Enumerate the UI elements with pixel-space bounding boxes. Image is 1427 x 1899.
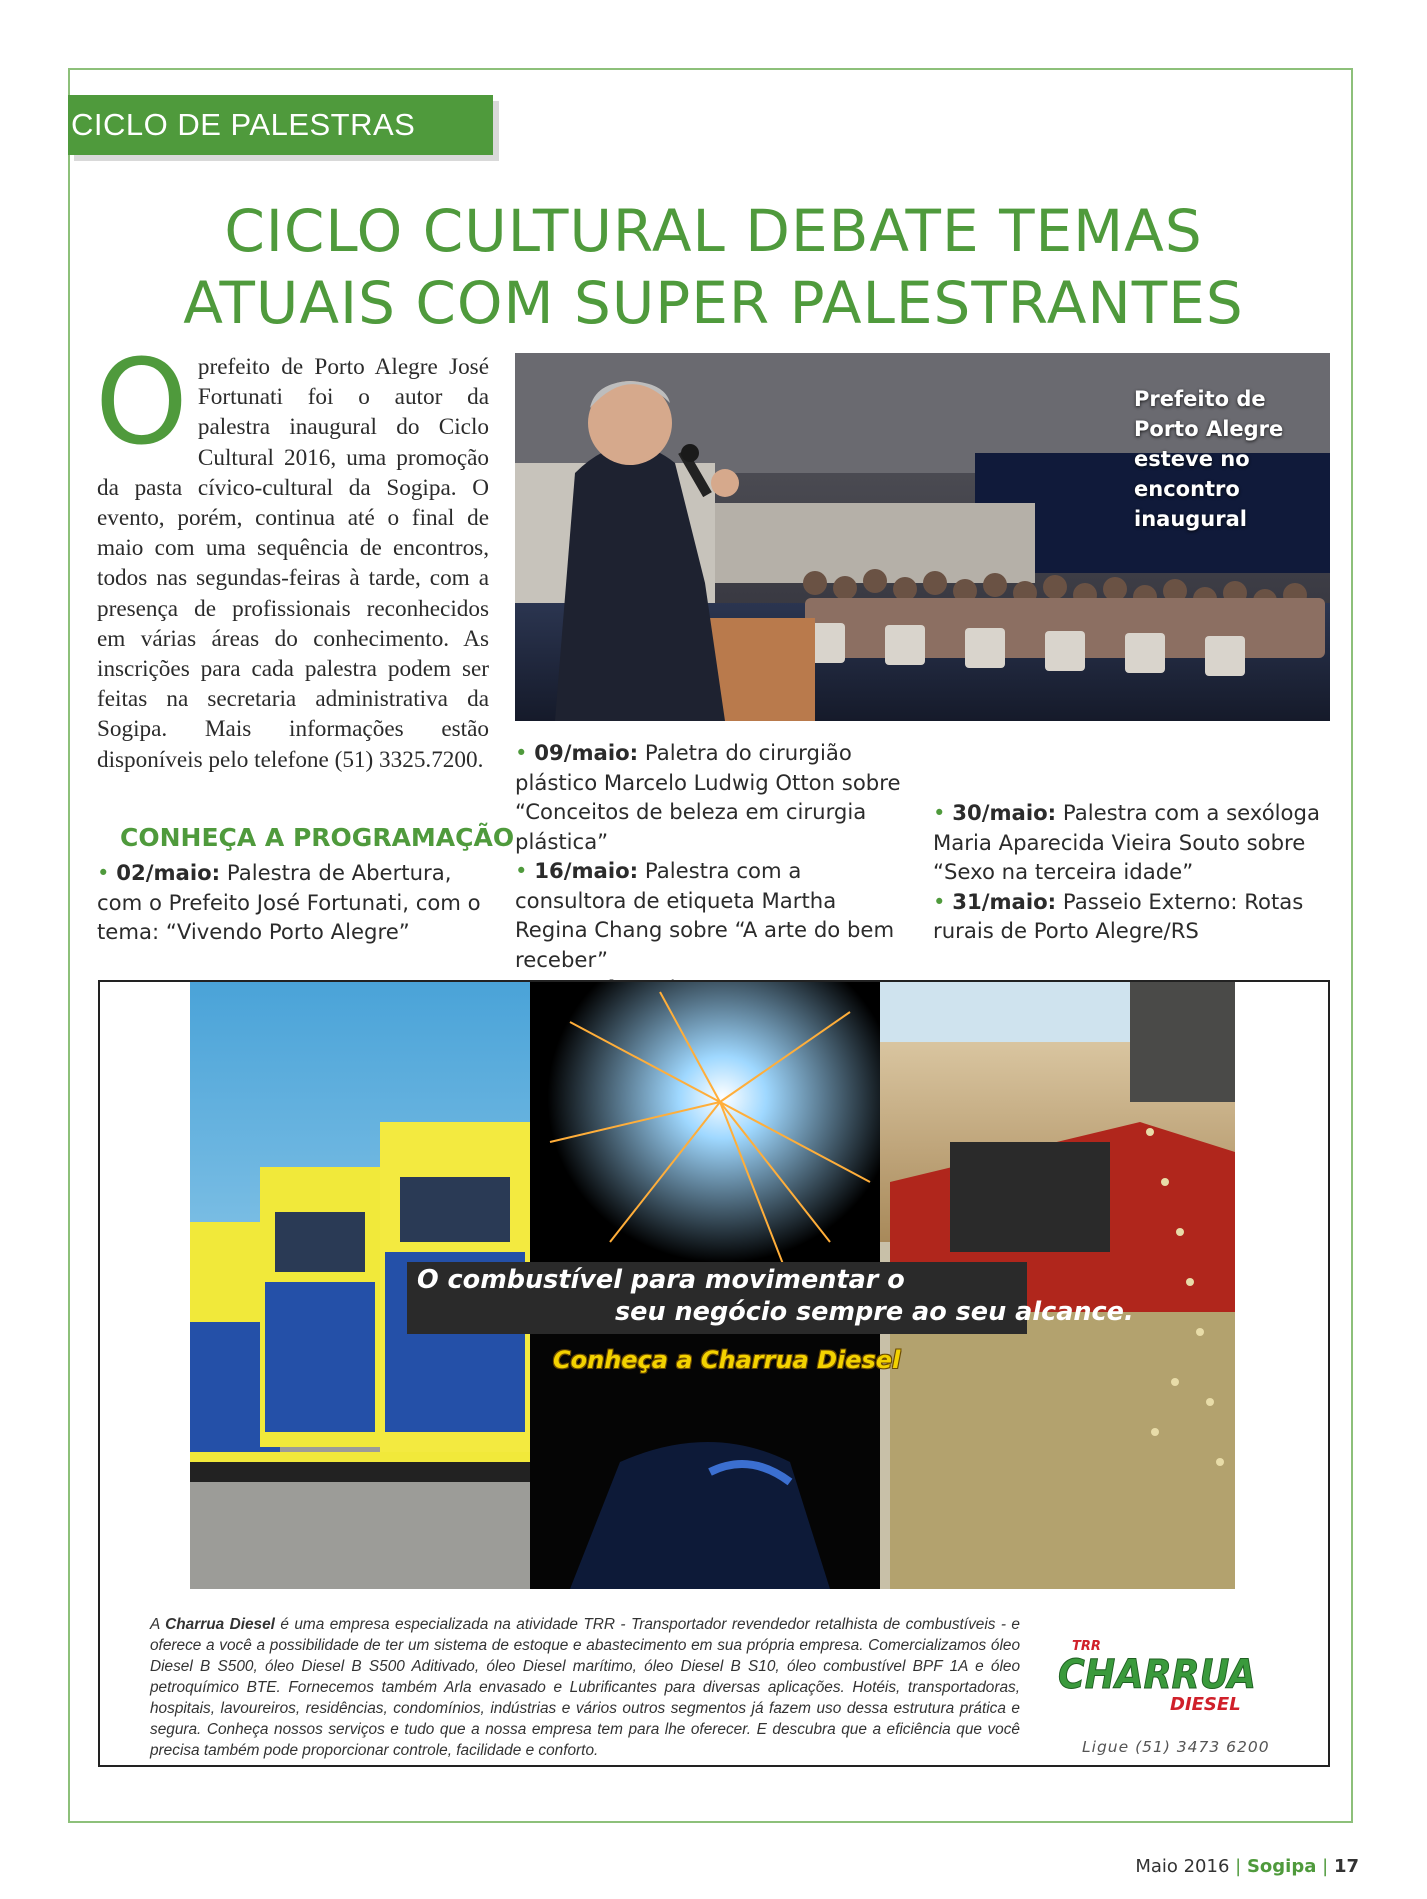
program-text: Palestra com a sexóloga Maria Aparecida Vieira Souto sobre “Sexo na terceira idade” (933, 800, 1320, 884)
intro-text: prefeito de Porto Alegre José Fortunati foi o autor da palestra inaugural do Ciclo Cultural 2016, uma promoção da pasta cívico-cultural da Sogipa. O evento, porém, continua até o final de maio com uma sequência de encontros, todos nas segundas-feiras à tarde, com a presença de profissionais reconhecidos em várias áreas do conhecimento. As inscrições para cada palestra podem ser feitas na secretaria administrativa da Sogipa. Mais informações estão disponíveis pelo telefone (51) 3325.7200. (97, 354, 489, 773)
charrua-logo-graphic (1058, 1636, 1258, 1716)
footer-date: Maio 2016 (1135, 1856, 1230, 1877)
footer-separator: | (1235, 1856, 1242, 1877)
dropcap: O (95, 333, 188, 471)
page-number: 17 (1333, 1856, 1359, 1877)
bullet: • (933, 800, 946, 825)
ad-cta: Conheça a Charrua Diesel (553, 1346, 901, 1374)
bullet: • (933, 888, 946, 914)
section-label: CICLO DE PALESTRAS (71, 107, 416, 142)
program-item (933, 887, 1328, 946)
program-column-3 (933, 798, 1328, 946)
ad-text (150, 1614, 1020, 1761)
ad-text-body: é uma empresa especializada na atividade TRR - Transportador revendedor retalhista de combustíveis - e oferece a você a possibilidade de ter um sistema de estoque e abastecimento em sua própria empresa. Comercializamos óleo Diesel B S500, óleo Diesel B S500 Aditivado, óleo Diesel marítimo, óleo Diesel B S10, óleo combustível BPF 1A e óleo petroquímico BTE. Fornecemos também Arla envasado e Lubrificantes para diversas aplicações. Hotéis, transportadoras, hospitais, lavoureiros, residências, condomínios, indústrias e vários outros segmentos já fazem uso dessa estrutura prática e segura. Conheça nossos serviços e tudo que a nossa empresa tem para lhe oferecer. E descubra que a eficiência que você precisa também pode proporcionar controle, facilidade e conforto. (150, 1616, 1020, 1759)
program-text: Palestra de Abertura, com o Prefeito José Fortunati, com o tema: “Vivendo Porto Alegre” (97, 860, 481, 944)
headline (100, 195, 1327, 339)
program-item (933, 798, 1328, 887)
program-column-1 (97, 858, 492, 947)
ad-company-name: Charrua Diesel (165, 1616, 275, 1633)
section-tab (68, 95, 493, 155)
intro-paragraph (95, 333, 489, 775)
program-date: 30/maio: (952, 800, 1057, 825)
logo-charrua: CHARRUA (1058, 1652, 1256, 1698)
program-title: CONHEÇA A PROGRAMAÇÃO (120, 823, 515, 852)
ad-banner-line-2: seu negócio sempre ao seu alcance. (615, 1297, 1134, 1327)
headline-line-2: ATUAIS COM SUPER PALESTRANTES (183, 269, 1244, 337)
program-text: Passeio Externo: Rotas rurais de Porto Alegre/RS (933, 888, 1304, 943)
logo-trr: TRR (1072, 1639, 1101, 1654)
program-text: Paletra do cirurgião plástico Marcelo Ludwig Otton sobre “Conceitos de beleza em cirurgia plástica” (515, 740, 901, 854)
charrua-logo (1058, 1636, 1258, 1716)
ad-banner-line-1: O combustível para movimentar o (417, 1265, 905, 1295)
page-footer (1135, 1856, 1359, 1877)
program-text: Palestra com a consultora de etiqueta Martha Regina Chang sobre “A arte do bem receber” (515, 858, 895, 972)
ad-text-prefix: A (150, 1616, 160, 1633)
bullet: • (97, 860, 110, 885)
bullet: • (515, 858, 528, 883)
program-date: 02/maio: (116, 860, 221, 885)
program-item (97, 858, 492, 947)
program-date: 31/maio: (952, 888, 1057, 914)
program-date: 16/maio: (534, 858, 639, 883)
bullet: • (515, 740, 528, 765)
program-item (515, 738, 905, 856)
photo-caption: Prefeito de Porto Alegre esteve no encontro inaugural (1134, 387, 1284, 531)
program-item (515, 856, 905, 974)
headline-line-1: CICLO CULTURAL DEBATE TEMAS (224, 197, 1203, 265)
footer-brand: Sogipa (1246, 1856, 1317, 1877)
logo-diesel: DIESEL (1170, 1694, 1241, 1715)
program-date: 09/maio: (534, 740, 639, 765)
footer-separator: | (1322, 1856, 1329, 1877)
ad-phone: Ligue (51) 3473 6200 (1082, 1738, 1270, 1756)
